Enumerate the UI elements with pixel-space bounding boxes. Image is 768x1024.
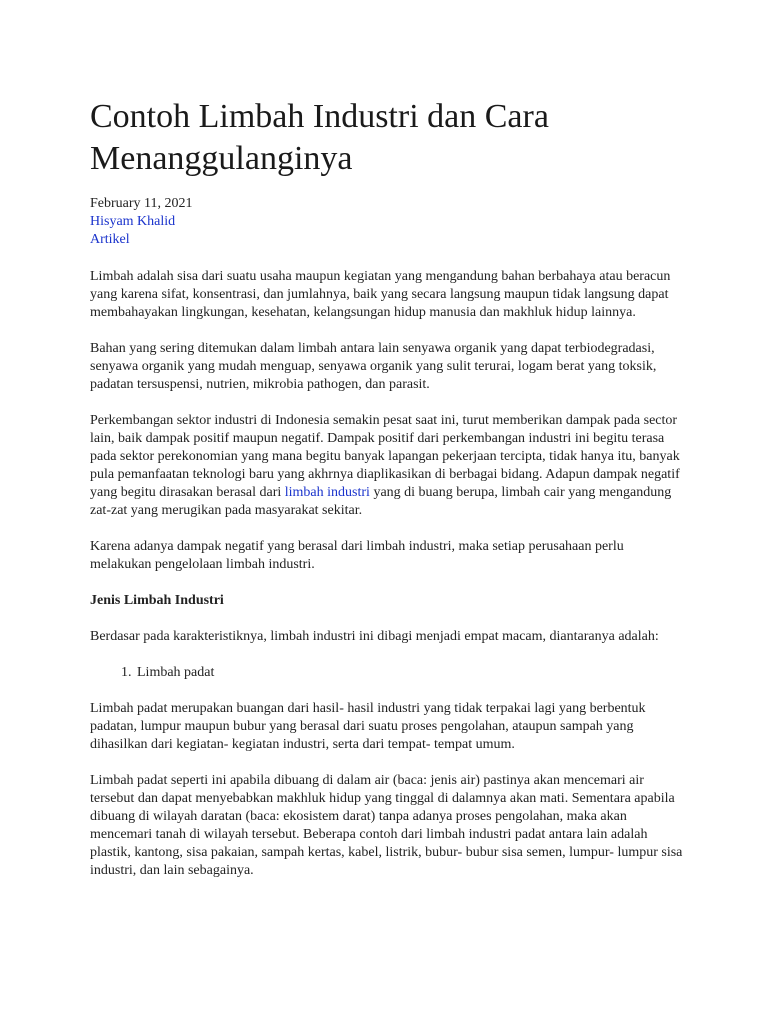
paragraph: Limbah adalah sisa dari suatu usaha maupun kegiatan yang mengandung bahan berbahaya atau beracun yang karena sifat, konsentrasi, dan jumlahnya, baik yang secara langsung maupun tidak langsung dapat membahayakan lingkungan, kesehatan, kelangsungan hidup manusia dan makhluk hidup lainnya. xyxy=(90,269,671,320)
numbered-list xyxy=(90,664,685,682)
category-link[interactable]: Artikel xyxy=(90,232,130,247)
paragraph: Karena adanya dampak negatif yang berasal dari limbah industri, maka setiap perusahaan perlu melakukan pengelolaan limbah industri. xyxy=(90,539,624,572)
section-heading: Jenis Limbah Industri xyxy=(90,593,224,608)
paragraph: Berdasar pada karakteristiknya, limbah industri ini dibagi menjadi empat macam, diantaranya adalah: xyxy=(90,629,659,644)
list-item: 1. Limbah padat xyxy=(135,664,685,682)
article-title: Contoh Limbah Industri dan Cara Menanggulanginya xyxy=(90,98,549,177)
paragraph: Bahan yang sering ditemukan dalam limbah antara lain senyawa organik yang dapat terbiodegradasi, senyawa organik yang mudah menguap, senyawa organik yang sulit terurai, logam berat yang toksik, padatan tersuspensi, nutrien, mikrobia pathogen, dan parasit. xyxy=(90,341,657,392)
article-date: February 11, 2021 xyxy=(90,196,193,211)
author-link[interactable]: Hisyam Khalid xyxy=(90,214,176,229)
paragraph: Limbah padat seperti ini apabila dibuang di dalam air (baca: jenis air) pastinya akan mencemari air tersebut dan dapat menyebabkan makhluk hidup yang tinggal di dalamnya akan mati. Sementara apabila dibuang di wilayah daratan (baca: ekosistem darat) tanpa adanya proses pengolahan, maka akan mencemari tanah di wilayah tersebut. Beberapa contoh dari limbah industri padat antara lain adalah plastik, kantong, sisa pakaian, sampah kertas, kabel, listrik, bubur- bubur sisa semen, lumpur- lumpur sisa industri, dan lain sebagainya. xyxy=(90,773,683,878)
article-body xyxy=(90,268,685,898)
paragraph xyxy=(90,412,685,520)
paragraph: Limbah padat merupakan buangan dari hasil- hasil industri yang tidak terpakai lagi yang berbentuk padatan, lumpur maupun bubur yang berasal dari suatu proses pengolahan, ataupun sampah yang dihasilkan dari kegiatan- kegiatan industri, serta dari tempat- tempat umum. xyxy=(90,701,646,752)
limbah-industri-link[interactable]: limbah industri xyxy=(284,485,370,500)
paragraph-text: Perkembangan sektor industri di Indonesia semakin pesat saat ini, turut memberikan dampak pada sector lain, baik dampak positif maupun negatif. Dampak positif dari perkembangan industri ini begitu terasa pada sektor perekonomian yang mana begitu banyak lapangan pekerjaan tercipta, tidak hanya itu, banyak pula pemanfaatan teknologi baru yang akhrnya diaplikasikan di berbagai bidang. Adapun dampak negatif yang begitu dirasakan berasal dari xyxy=(90,413,680,500)
article-meta xyxy=(90,195,193,249)
paragraph-text: yang di buang berupa, limbah cair yang mengandung zat-zat yang merugikan pada masyarakat sekitar. xyxy=(90,485,672,518)
